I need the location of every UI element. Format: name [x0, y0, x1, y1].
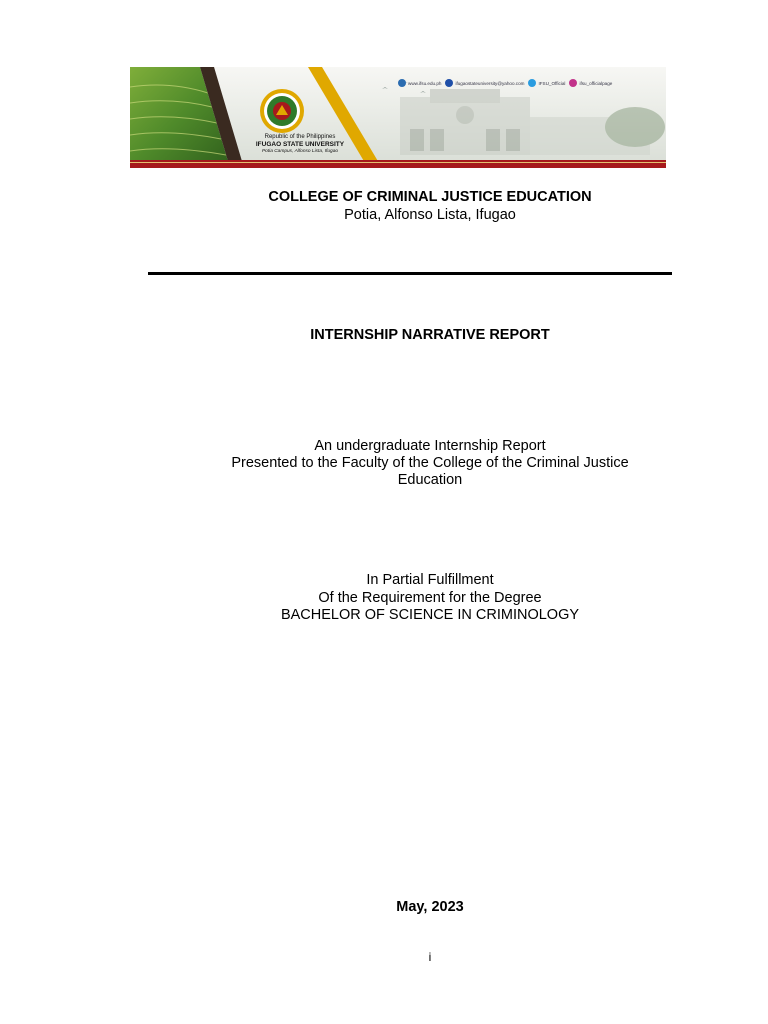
contact-item[interactable]: [528, 79, 565, 87]
presentation-line: Education: [397, 472, 463, 488]
university-seal: [260, 89, 304, 133]
republic-label: Republic of the Philippines: [264, 134, 336, 140]
page-number: i: [428, 950, 432, 964]
twitter-icon: [528, 79, 536, 87]
presentation-line: An undergraduate Internship Report: [314, 438, 546, 454]
website-text: www.ifsu.edu.ph: [408, 80, 442, 86]
contact-item[interactable]: [445, 79, 524, 87]
instagram-icon: [569, 79, 577, 87]
degree-line: BACHELOR OF SCIENCE IN CRIMINOLOGY: [280, 607, 580, 623]
fulfillment-line: Of the Requirement for the Degree: [318, 589, 542, 606]
fulfillment-line: In Partial Fulfillment: [366, 572, 494, 588]
facebook-icon: [445, 79, 453, 87]
college-address: Potia, Alfonso Lista, Ifugao: [344, 207, 516, 223]
horizontal-divider: [148, 272, 672, 275]
presentation-line: Presented to the Faculty of the College of the Criminal Justice: [231, 455, 629, 471]
report-title: INTERNSHIP NARRATIVE REPORT: [310, 327, 550, 343]
college-name: COLLEGE OF CRIMINAL JUSTICE EDUCATION: [268, 189, 592, 205]
presentation-statement: [0, 438, 768, 489]
email-text: ifugaostateuniversity@yahoo.com: [455, 80, 525, 86]
campus-label: Potia Campus, Alfonso Lista, Ifugao: [261, 149, 339, 154]
contact-item[interactable]: [569, 79, 612, 87]
globe-icon: [398, 79, 406, 87]
university-name-block: [240, 134, 360, 155]
university-name: IFUGAO STATE UNIVERSITY: [255, 141, 345, 148]
instagram-text: ifsu_officialpage: [579, 80, 613, 86]
contact-links: [398, 77, 666, 89]
fulfillment-statement: [0, 572, 768, 625]
twitter-text: IFSU_Official: [538, 80, 566, 86]
university-header-banner: [130, 67, 666, 168]
contact-item[interactable]: [398, 79, 441, 87]
report-date: May, 2023: [396, 899, 464, 915]
